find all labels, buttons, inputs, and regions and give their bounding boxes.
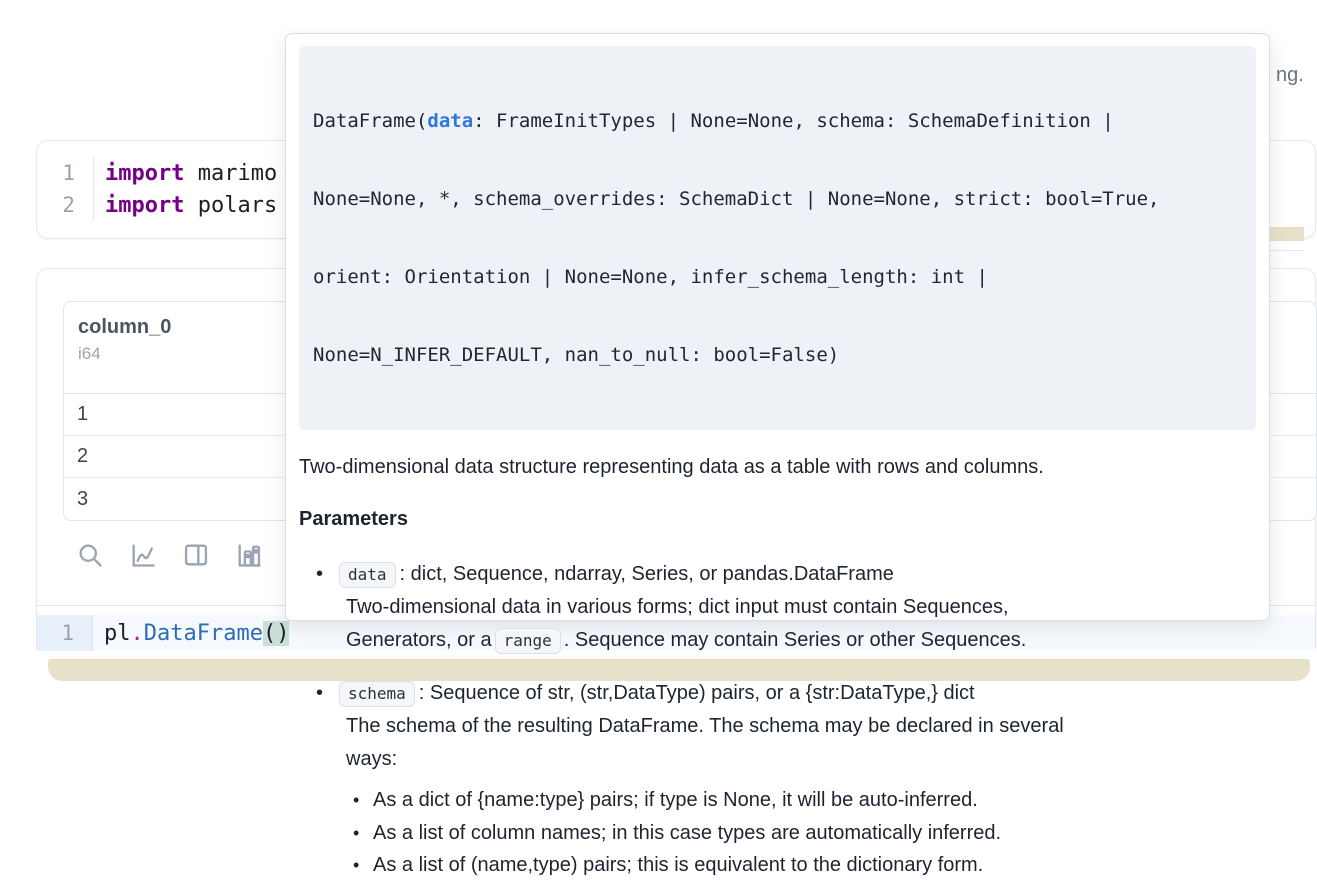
- bar-chart-button[interactable]: [235, 541, 263, 569]
- table-row: 3: [77, 487, 89, 510]
- docstring-tooltip: [285, 33, 1270, 876]
- module-token: marimo: [184, 160, 278, 186]
- line-number: 1: [37, 615, 93, 651]
- clipped-cell-border-fragment: [1270, 250, 1304, 251]
- module-token: polars: [184, 192, 278, 218]
- columns-icon: [182, 541, 210, 569]
- table-row: 1: [64, 394, 1316, 436]
- clipped-output-text: ng.: [1276, 64, 1304, 86]
- matched-open-paren: (: [262, 620, 277, 646]
- list-item: • As a list of column names; in this case types are automatically inferred.: [299, 817, 1256, 850]
- param-line: schema : Sequence of str, (str,DataType) pairs, or a {str:DataType,} dict: [339, 677, 975, 710]
- table-row: 2: [64, 436, 1316, 478]
- chart-button[interactable]: [129, 541, 157, 569]
- matched-close-paren: ): [276, 620, 290, 646]
- line-number: 1: [62, 161, 75, 185]
- keyword-token: import: [105, 192, 185, 218]
- code-text[interactable]: [94, 193, 277, 218]
- signature-line: orient: Orientation | None=None, infer_schema_length: int |: [313, 266, 988, 288]
- code-text[interactable]: [94, 161, 277, 186]
- signature-line: DataFrame(data: FrameInitTypes | None=None, schema: SchemaDefinition |: [313, 110, 1114, 132]
- function-signature: [299, 46, 1256, 430]
- line-number: 2: [62, 193, 75, 217]
- operator-token: .: [130, 620, 144, 646]
- param-name-chip: schema: [339, 681, 415, 707]
- param-line: data : dict, Sequence, ndarray, Series, or pandas.DataFrame: [339, 558, 894, 591]
- columns-button[interactable]: [182, 541, 210, 569]
- bullet-icon: •: [316, 563, 324, 585]
- parameters-heading: Parameters: [299, 508, 408, 530]
- tooltip-body: [286, 454, 1269, 882]
- bullet-icon: •: [353, 822, 360, 843]
- output-toolbar: [76, 539, 263, 571]
- param-description: The schema of the resulting DataFrame. The schema may be declared in several ways:: [346, 715, 1064, 770]
- clipped-cell-shadow-fragment: [1270, 227, 1304, 241]
- bullet-icon: •: [353, 790, 360, 810]
- signature-line: None=N_INFER_DEFAULT, nan_to_null: bool=False): [313, 344, 840, 366]
- list-item: • As a list of (name,type) pairs; this is equivalent to the dictionary form.: [299, 849, 1256, 882]
- inline-code-chip: range: [495, 628, 561, 654]
- docstring-summary: Two-dimensional data structure representing data as a table with rows and columns.: [299, 456, 1044, 478]
- bullet-icon: •: [316, 682, 324, 704]
- highlighted-param: data: [427, 110, 474, 132]
- function-token: DataFrame: [143, 620, 263, 646]
- param-item-schema: [316, 677, 1256, 710]
- bar-chart-icon: [235, 541, 263, 569]
- bullet-icon: •: [353, 855, 360, 875]
- line-chart-icon: [129, 541, 157, 569]
- param-name-chip: data: [339, 562, 396, 588]
- column-name: column_0: [78, 316, 172, 338]
- signature-line: None=None, *, schema_overrides: SchemaDict | None=None, strict: bool=True,: [313, 188, 1160, 210]
- variable-token: pl: [104, 620, 131, 646]
- column-dtype: i64: [78, 344, 101, 363]
- search-icon: [76, 541, 104, 569]
- search-button[interactable]: [76, 541, 104, 569]
- schema-ways-list: [299, 784, 1256, 882]
- list-item: • As a dict of {name:type} pairs; if type is None, it will be auto-inferred.: [299, 784, 1256, 817]
- param-item-data: [316, 558, 1256, 591]
- param-description: Two-dimensional data in various forms; dict input must contain Sequences, Generators, or a range . Sequence may contain Series or other Sequences.: [299, 591, 1256, 657]
- keyword-token: import: [105, 160, 185, 186]
